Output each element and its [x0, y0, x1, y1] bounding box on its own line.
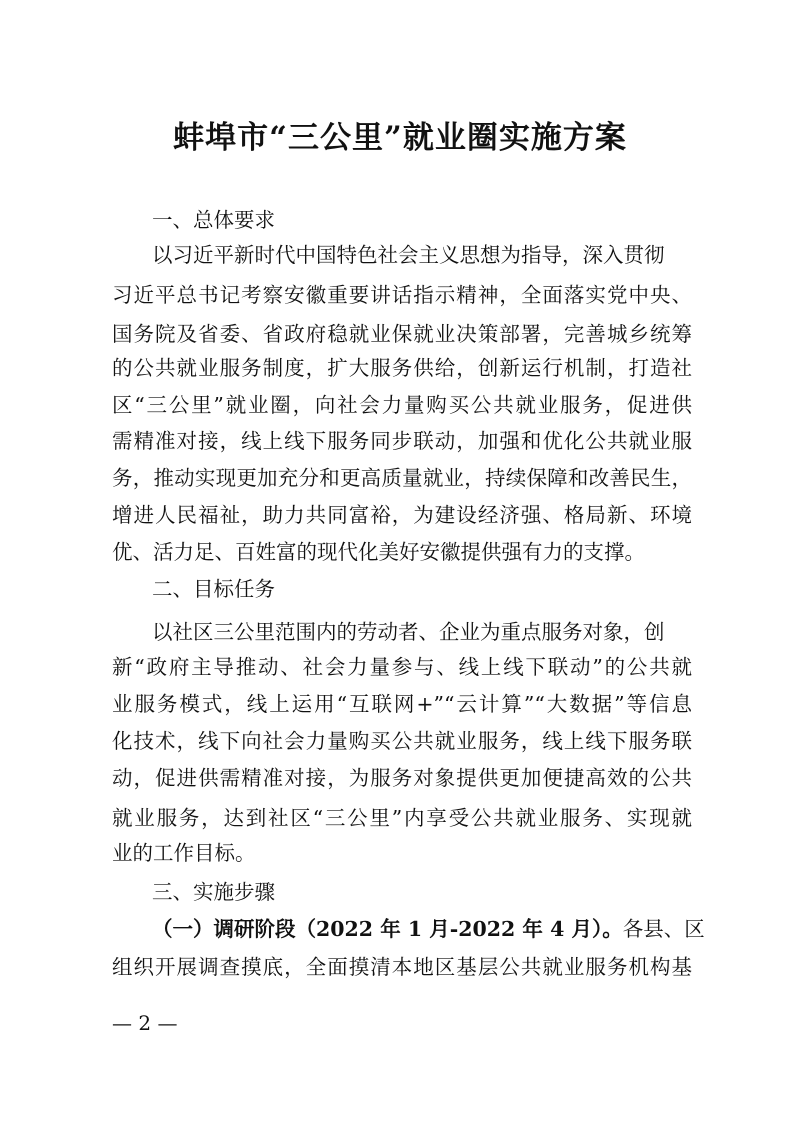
page-title: 蚌埠市“三公里”就业圈实施方案 [173, 120, 627, 156]
paragraph-line: 化技术，线下向社会力量购买公共就业服务，线上线下服务联 [112, 729, 692, 753]
section-heading-goals: 二、目标任务 [152, 577, 275, 601]
paragraph-line-subheading [152, 913, 705, 945]
paragraph-line: 国务院及省委、省政府稳就业保就业决策部署，完善城乡统筹 [112, 322, 692, 346]
paragraph-line: 动，促进供需精准对接，为服务对象提供更加便捷高效的公共 [112, 766, 692, 790]
paragraph-line: 的公共就业服务制度，扩大服务供给，创新运行机制，打造社 [112, 356, 692, 380]
paragraph-line: 以社区三公里范围内的劳动者、企业为重点服务对象，创 [152, 620, 665, 644]
paragraph-line: 增进人民福祉，助力共同富裕，为建设经济强、格局新、环境 [112, 503, 692, 527]
paragraph-line: 业的工作目标。 [112, 841, 256, 865]
paragraph-line: 组织开展调查摸底，全面摸清本地区基层公共就业服务机构基 [112, 955, 692, 979]
paragraph-line: 就业服务，达到社区“三公里”内享受公共就业服务、实现就 [112, 806, 692, 830]
page-number: — 2 — [112, 1011, 178, 1035]
paragraph-line: 业服务模式，线上运用“互联网+”“云计算”“大数据”等信息 [112, 692, 692, 716]
paragraph-line: 区“三公里”就业圈，向社会力量购买公共就业服务，促进供 [112, 393, 692, 417]
paragraph-line: 新“政府主导推动、社会力量参与、线上线下联动”的公共就 [112, 655, 692, 679]
paragraph-line: 务，推动实现更加充分和更高质量就业，持续保障和改善民生， [112, 466, 692, 490]
subheading-research-phase: （一）调研阶段（2022 年 1 月-2022 年 4 月）。 [152, 917, 623, 941]
section-heading-general-requirements: 一、总体要求 [152, 208, 275, 232]
paragraph-line: 需精准对接，线上线下服务同步联动，加强和优化公共就业服 [112, 429, 692, 453]
paragraph-line: 习近平总书记考察安徽重要讲话指示精神，全面落实党中央、 [112, 283, 692, 307]
subheading-continuation: 各县、区 [622, 917, 705, 941]
section-heading-steps: 三、实施步骤 [152, 880, 275, 904]
paragraph-line: 优、活力足、百姓富的现代化美好安徽提供强有力的支撑。 [112, 540, 645, 564]
paragraph-line: 以习近平新时代中国特色社会主义思想为指导，深入贯彻 [152, 243, 665, 267]
